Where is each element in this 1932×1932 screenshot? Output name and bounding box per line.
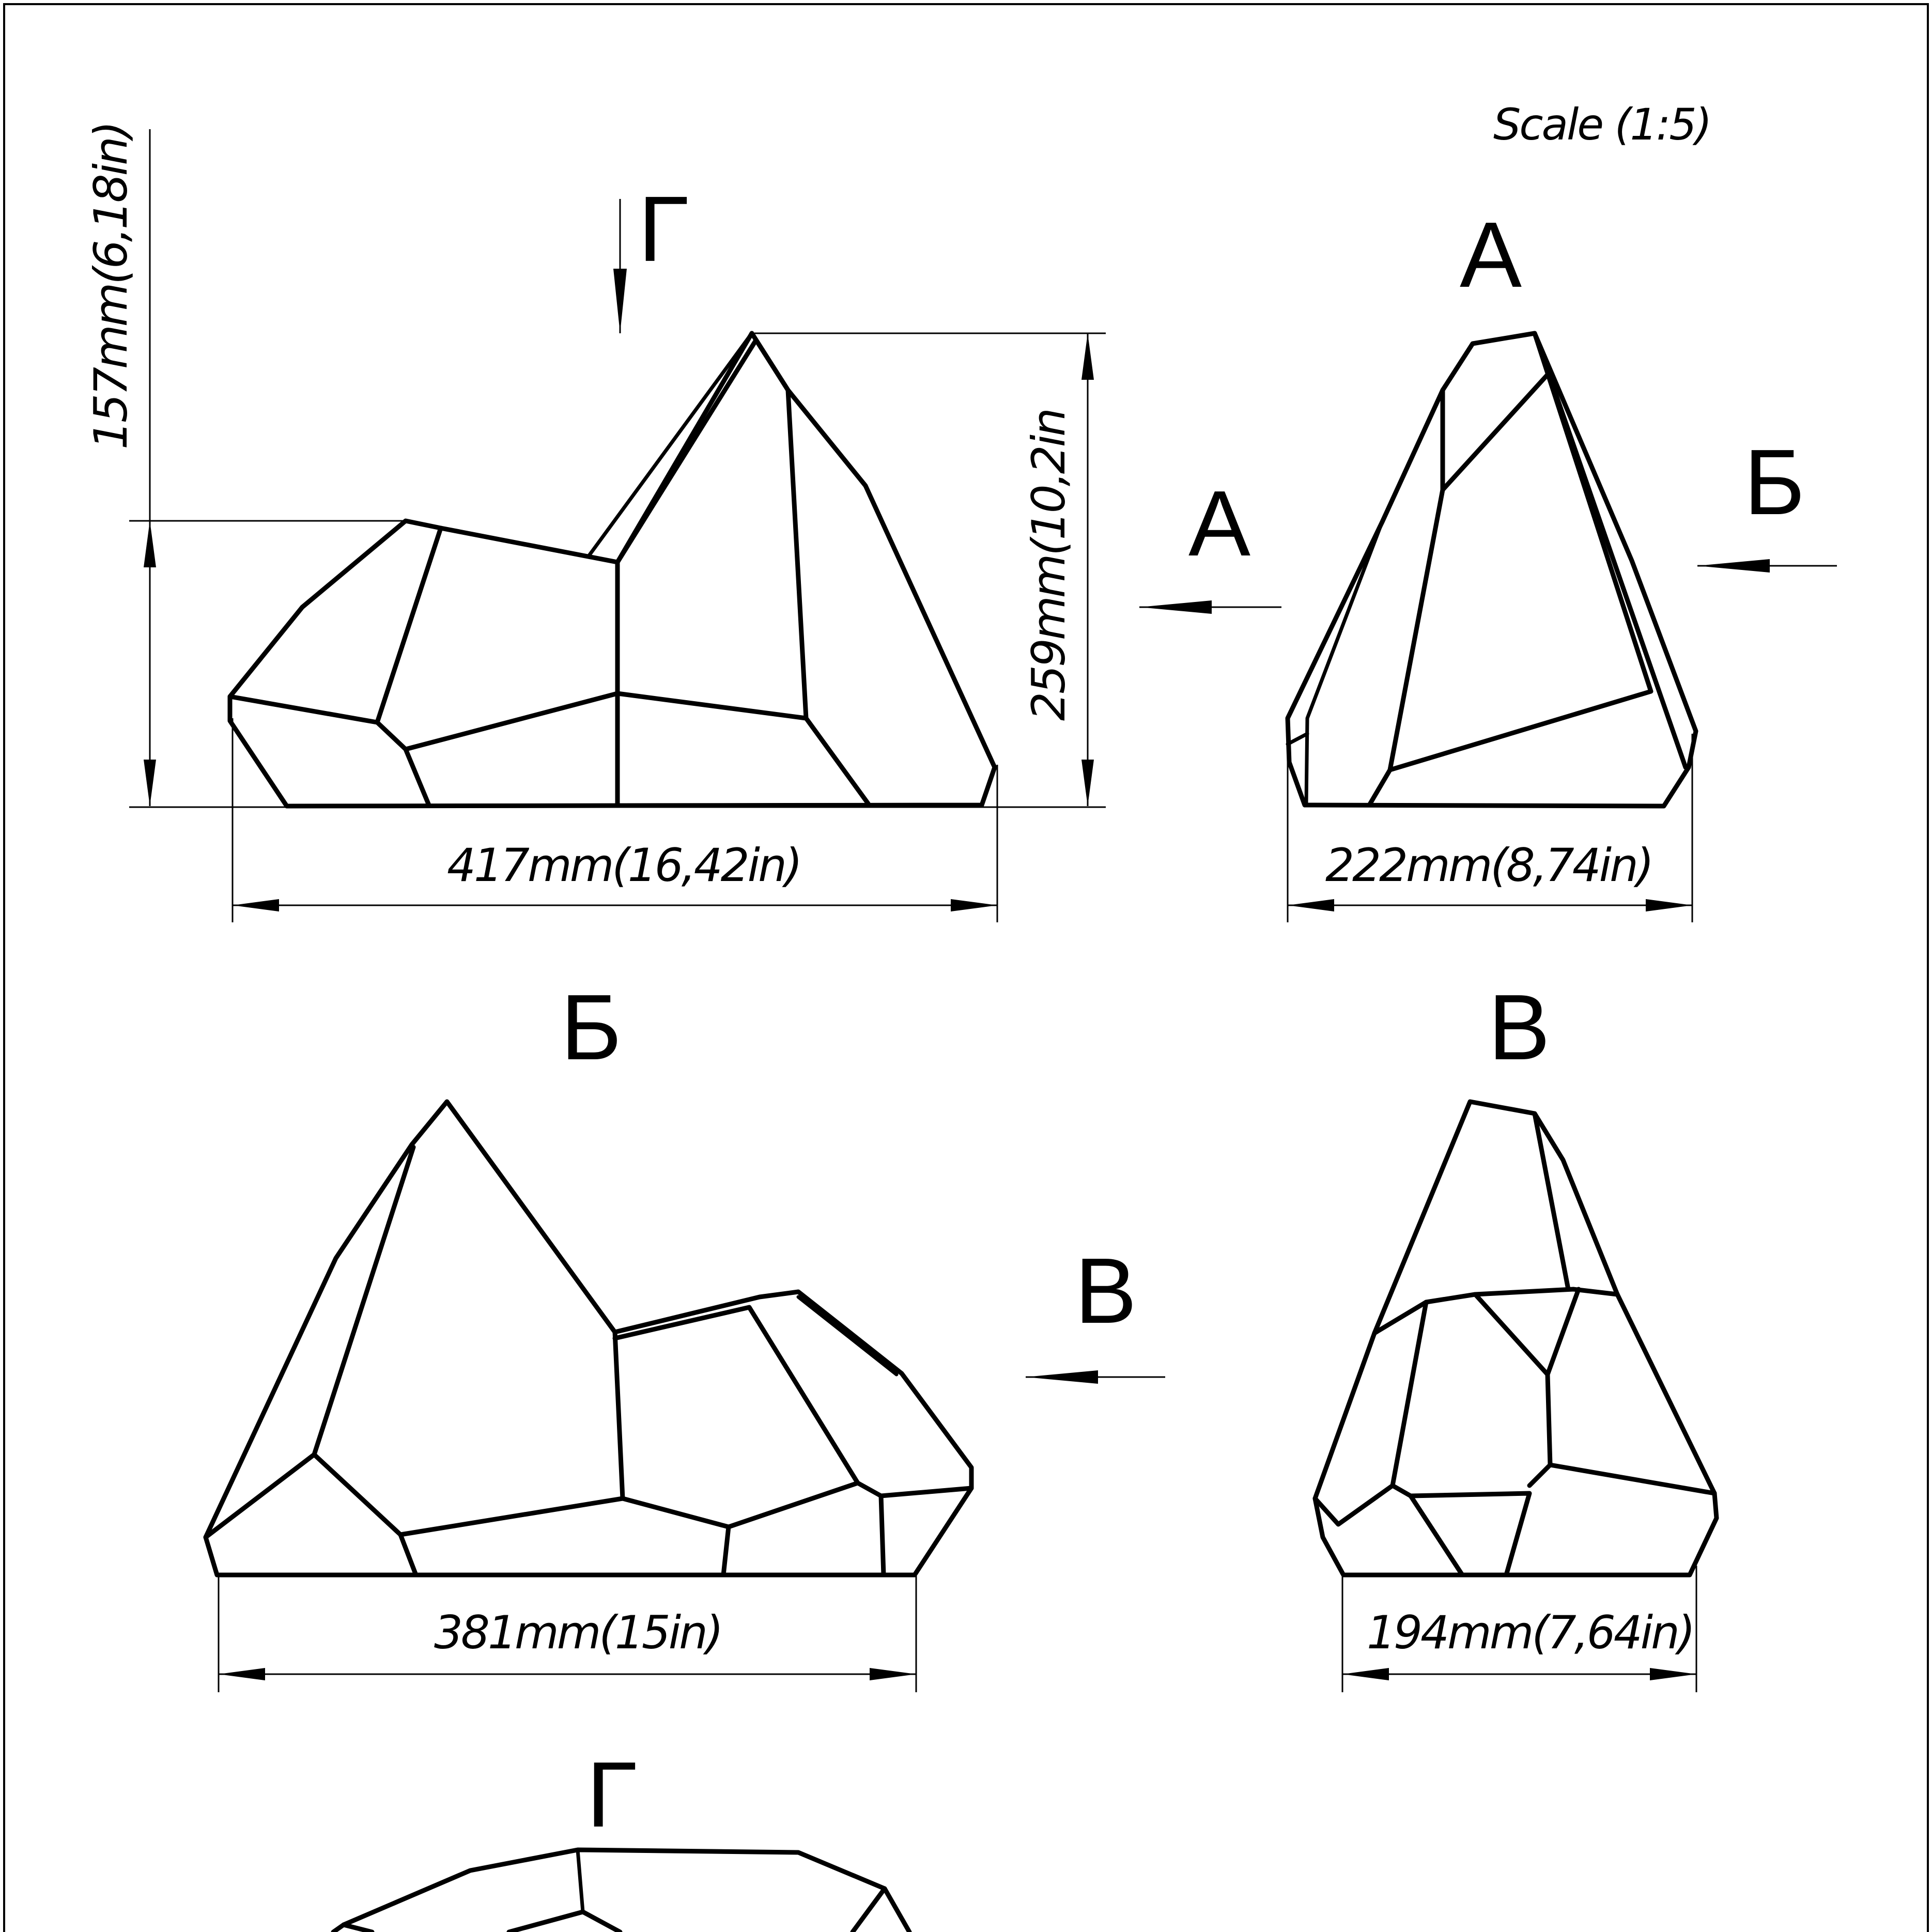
- view-g-facet-1: [578, 1850, 583, 1912]
- front-view-ridge: [589, 333, 752, 555]
- dim-259-arrow-bottom: [1081, 760, 1094, 806]
- view-b-facet-2: [314, 1455, 416, 1575]
- marker-b-letter: Б: [1744, 430, 1805, 534]
- view-b-facet-3: [400, 1498, 729, 1575]
- view-b-dimensions: [219, 1576, 916, 1692]
- dim-194-arrow-right: [1650, 1668, 1696, 1680]
- dim-259-arrow-top: [1081, 333, 1094, 380]
- view-v-facet-1: [1374, 1289, 1617, 1333]
- front-view-ridge-inner: [617, 341, 755, 562]
- dim-157-label: 157mm(6,18in): [84, 122, 137, 450]
- front-view-dimensions: [84, 123, 1106, 922]
- marker-v-letter: В: [1075, 1239, 1137, 1343]
- view-g-facet-4: [853, 1889, 885, 1932]
- dim-417-arrow-left: [233, 899, 279, 911]
- scale-label: Scale (1:5): [1493, 99, 1711, 150]
- marker-g-arrowhead: [613, 269, 627, 333]
- marker-a: [1139, 472, 1281, 614]
- view-a-title: А: [1460, 203, 1522, 307]
- view-b-title: Б: [561, 976, 622, 1079]
- marker-a-arrowhead: [1139, 600, 1212, 614]
- view-a-outline: [1288, 333, 1696, 806]
- dim-222-arrow-left: [1288, 899, 1334, 911]
- dim-381-label: 381mm(15in): [434, 1606, 722, 1659]
- view-a-left-bevel: [1306, 522, 1382, 803]
- view-g-facet-5: [344, 1925, 372, 1932]
- view-v-facet-4: [1475, 1289, 1579, 1374]
- view-g: [333, 1850, 909, 1932]
- view-b-facet-4: [615, 1332, 623, 1498]
- dim-222-label: 222mm(8,74in): [1325, 839, 1652, 892]
- view-v-dimensions: [1342, 1566, 1696, 1692]
- view-b-ridge: [798, 1297, 897, 1374]
- front-view-facet-3: [406, 693, 868, 803]
- front-view-facet-1: [377, 528, 441, 722]
- marker-a-letter: А: [1188, 472, 1251, 576]
- view-v: [1315, 1102, 1717, 1575]
- view-b: [206, 1102, 971, 1575]
- view-b-facet-5: [615, 1307, 858, 1527]
- view-g-outline: [333, 1850, 909, 1932]
- marker-v-arrowhead: [1026, 1370, 1098, 1384]
- dim-157-arrow-bottom: [144, 760, 156, 806]
- view-b-facet-1: [206, 1147, 413, 1537]
- marker-g: [613, 177, 688, 333]
- front-view-outline: [230, 333, 995, 806]
- front-view: [230, 333, 995, 806]
- dim-194-arrow-left: [1342, 1668, 1389, 1680]
- view-g-facet-2: [509, 1912, 583, 1932]
- front-view-facet-2: [230, 697, 429, 805]
- dim-417-label: 417mm(16,42in): [447, 839, 801, 892]
- view-v-facet-7: [1411, 1496, 1462, 1575]
- marker-g-letter: Г: [638, 177, 689, 281]
- view-g-title: Г: [586, 1743, 637, 1847]
- view-a-facet-1: [1369, 390, 1443, 805]
- dim-259-label: 259mm(10,2in: [1022, 410, 1075, 721]
- dim-222-arrow-right: [1646, 899, 1692, 911]
- marker-b-arrowhead: [1697, 559, 1770, 573]
- view-g-facet-3: [583, 1912, 620, 1932]
- dim-194-label: 194mm(7,64in): [1367, 1606, 1694, 1659]
- view-a-dimensions: [1288, 726, 1692, 922]
- dim-381-arrow-right: [870, 1668, 916, 1680]
- view-a: [1288, 333, 1696, 806]
- dim-157-arrow-top: [144, 521, 156, 567]
- front-view-face-edge: [752, 333, 788, 390]
- front-view-facet-5: [788, 390, 806, 718]
- view-b-facet-7: [881, 1488, 971, 1496]
- marker-b: [1697, 430, 1837, 573]
- view-v-facet-3: [1315, 1302, 1426, 1524]
- view-a-facet-2: [1443, 375, 1548, 490]
- dim-381-arrow-left: [219, 1668, 265, 1680]
- marker-v: [1026, 1239, 1165, 1384]
- view-v-title: В: [1488, 976, 1551, 1079]
- dim-417-arrow-right: [951, 899, 997, 911]
